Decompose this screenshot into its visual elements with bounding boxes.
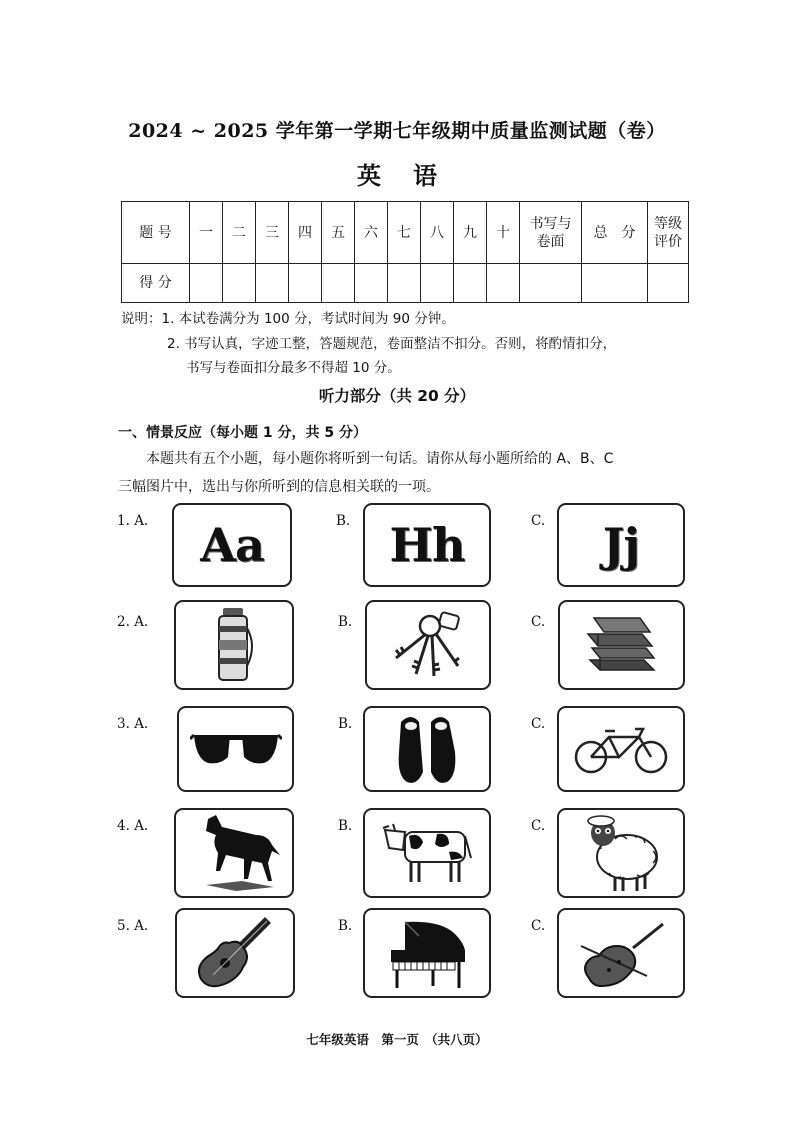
cow-icon — [379, 818, 475, 888]
option-2b[interactable] — [365, 600, 491, 690]
books-icon — [584, 614, 660, 676]
header-cell-9: 九 — [454, 202, 487, 264]
option-5c-label: C. — [531, 918, 546, 934]
score-cell[interactable] — [256, 264, 289, 303]
score-cell[interactable] — [289, 264, 322, 303]
option-3b[interactable] — [363, 706, 491, 792]
header-cell-4: 四 — [289, 202, 322, 264]
option-1c-label: C. — [531, 513, 546, 529]
keys-icon — [386, 608, 470, 682]
score-row-label: 得 分 — [122, 264, 190, 303]
note-prefix: 说明： — [121, 311, 162, 327]
option-2c[interactable] — [558, 600, 685, 690]
score-cell[interactable] — [223, 264, 256, 303]
note-text-1: 1. 本试卷满分为 100 分，考试时间为 90 分钟。 — [161, 311, 455, 327]
guitar-icon — [195, 913, 275, 993]
exam-title: 2024 ~ 2025 学年第一学期七年级期中质量监测试题（卷） — [128, 120, 666, 142]
option-4a[interactable] — [174, 808, 294, 898]
header-cell-total: 总 分 — [582, 202, 648, 264]
option-4c-label: C. — [531, 818, 546, 834]
header-cell-3: 三 — [256, 202, 289, 264]
note-text-2: 2. 书写认真，字迹工整，答题规范，卷面整洁不扣分。否则，将酌情扣分， — [167, 336, 617, 352]
thermos-icon — [209, 606, 259, 684]
question-3-label: 3. A. — [117, 716, 149, 732]
listening-heading: 听力部分（共 20 分） — [318, 387, 476, 405]
subject-title: 英语 — [357, 162, 469, 190]
score-table — [121, 201, 689, 303]
option-3a[interactable] — [177, 706, 294, 792]
letter-jj: Jj — [602, 518, 640, 572]
score-cell[interactable] — [487, 264, 520, 303]
question-4-label: 4. A. — [117, 818, 149, 834]
option-5a[interactable] — [175, 908, 295, 998]
score-cell[interactable] — [388, 264, 421, 303]
instruction-line-2: 三幅图片中，选出与你所听到的信息相关联的一项。 — [118, 479, 440, 495]
bicycle-icon — [573, 723, 669, 775]
option-4b-label: B. — [338, 818, 353, 834]
sunglasses-icon — [190, 729, 282, 769]
note-line-1 — [121, 309, 455, 329]
option-2a[interactable] — [174, 600, 294, 690]
question-5-label: 5. A. — [117, 918, 149, 934]
note-text-3: 书写与卷面扣分最多不得超 10 分。 — [186, 360, 401, 376]
header-cell-8: 八 — [421, 202, 454, 264]
option-2b-label: B. — [338, 614, 353, 630]
letter-aa: Aa — [200, 518, 264, 572]
option-5b[interactable] — [363, 908, 491, 998]
score-cell[interactable] — [582, 264, 648, 303]
option-1b[interactable] — [363, 503, 491, 587]
shoes-icon — [395, 712, 459, 786]
note-line-3 — [121, 358, 401, 378]
header-cell-6: 六 — [355, 202, 388, 264]
score-cell[interactable] — [520, 264, 582, 303]
header-cell-2: 二 — [223, 202, 256, 264]
option-3c-label: C. — [531, 716, 546, 732]
option-5c[interactable] — [557, 908, 685, 998]
piano-icon — [385, 916, 469, 990]
option-4b[interactable] — [363, 808, 491, 898]
header-cell-1: 一 — [190, 202, 223, 264]
score-cell[interactable] — [648, 264, 689, 303]
horse-icon — [186, 813, 282, 893]
option-3b-label: B. — [338, 716, 353, 732]
question-2-label: 2. A. — [117, 614, 149, 630]
header-cell-7: 七 — [388, 202, 421, 264]
header-cell-10: 十 — [487, 202, 520, 264]
option-1c[interactable] — [557, 503, 685, 587]
header-cell-5: 五 — [322, 202, 355, 264]
section1-title: 一、情景反应（每小题 1 分，共 5 分） — [118, 425, 367, 441]
cello-icon — [573, 918, 669, 988]
option-5b-label: B. — [338, 918, 353, 934]
sheep-icon — [581, 813, 661, 893]
score-cell[interactable] — [190, 264, 223, 303]
option-4c[interactable] — [557, 808, 685, 898]
option-2c-label: C. — [531, 614, 546, 630]
header-cell-label: 题 号 — [122, 202, 190, 264]
option-3c[interactable] — [557, 706, 685, 792]
score-cell[interactable] — [355, 264, 388, 303]
score-cell[interactable] — [421, 264, 454, 303]
score-cell[interactable] — [454, 264, 487, 303]
question-1-label: 1. A. — [117, 513, 149, 529]
option-1b-label: B. — [336, 513, 351, 529]
header-cell-grade: 等级评价 — [648, 202, 689, 264]
letter-hh: Hh — [389, 518, 465, 572]
option-1a[interactable] — [172, 503, 292, 587]
score-cell[interactable] — [322, 264, 355, 303]
instruction-line-1: 本题共有五个小题，每小题你将听到一句话。请你从每小题所给的 A、B、C — [146, 451, 614, 467]
header-cell-writing: 书写与卷面 — [520, 202, 582, 264]
page-footer: 七年级英语 第一页 （共八页） — [306, 1032, 488, 1047]
note-line-2 — [121, 334, 616, 354]
